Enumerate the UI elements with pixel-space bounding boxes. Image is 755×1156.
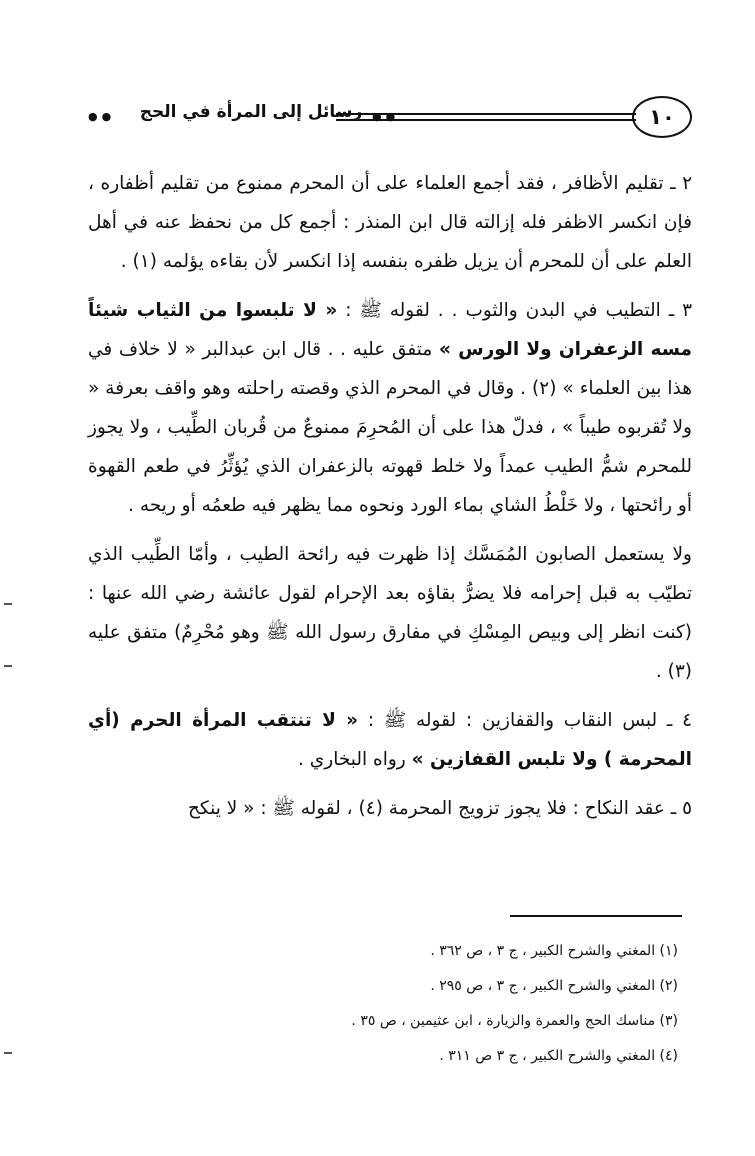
text-segment: ٢ ـ تقليم الأظافر ، فقد أجمع العلماء على أن المحرم ممنوع من تقليم أظفاره ، فإن انكسر الاظفر فله إزالته قال ابن المنذر : أجمع كل من نحفظ عنه في أهل العلم على أن للمحرم أن يزيل ظفره بنفسه إذا انكسر لأن بقاءه يؤلمه (١) .: [88, 173, 692, 272]
running-title: رسائل إلى المرأة في الحج: [139, 102, 363, 122]
margin-mark: [4, 665, 12, 667]
paragraph-item-2: [88, 164, 692, 281]
margin-mark: [4, 603, 12, 605]
header-ornament: ●●: [372, 110, 400, 123]
footnote-1: (١) المغني والشرح الكبير ، ج ٣ ، ص ٣٦٢ .: [430, 943, 678, 959]
paragraph-item-3: [88, 291, 692, 525]
text-segment: متفق عليه . . قال ابن عبدالبر « لا خلاف في هذا بين العلماء » (٢) . وقال في المحرم الذي وقصته راحلته وهو واقف بعرفة « ولا تُقربوه طيباً » ، فدلّ هذا على أن المُحرِمَ ممنوعٌ من قُربان الطِّيب ، ولا يجوز للمحرم شمُّ الطيب عمداً ولا خلط قهوته بالزعفران الذي يُؤثِّرُ في طعم القهوة أو رائحتها ، ولا خَلْطُ الشاي بماء الورد ونحوه مما يظهر فيه طعمُه أو ريحه .: [88, 339, 692, 516]
page-number: ١٠: [632, 96, 692, 138]
header-ornament: ●●: [88, 110, 116, 123]
paragraph-item-5: [88, 789, 692, 828]
text-segment: ٤ ـ لبس النقاب والقفازين : لقوله ﷺ :: [358, 710, 692, 731]
hadith-quote: « لا تلبسوا من الثياب شيئاً مسه الزعفران ولا الورس »: [88, 300, 692, 360]
margin-mark: [4, 1052, 12, 1054]
text-segment: رواه البخاري .: [298, 749, 412, 770]
paragraph-perfumed-soap: [88, 535, 692, 691]
footnote-2: (٢) المغني والشرح الكبير ، ج ٣ ، ص ٢٩٥ .: [430, 978, 678, 994]
hadith-quote: « لا تنتقب المرأة الحرم (أي المحرمة ) ولا تلبس القفازين »: [88, 710, 692, 770]
footnote-4: (٤) المغني والشرح الكبير ، ج ٣ ص ٣١١ .: [439, 1048, 678, 1064]
text-segment: ٥ ـ عقد النكاح : فلا يجوز تزويج المحرمة (٤) ، لقوله ﷺ : « لا ينكح: [187, 798, 692, 819]
footnotes: [88, 934, 678, 1074]
footnote-separator: [510, 915, 682, 917]
paragraph-item-4: [88, 701, 692, 779]
page-header: [88, 96, 692, 140]
footnote-3: (٣) مناسك الحج والعمرة والزيارة ، ابن عثيمين ، ص ٣٥ .: [351, 1013, 678, 1029]
main-text: [88, 164, 692, 838]
text-segment: ٣ ـ التطيب في البدن والثوب . . لقوله ﷺ :: [337, 300, 692, 321]
text-segment: ولا يستعمل الصابون المُمَسَّك إذا ظهرت فيه رائحة الطيب ، وأمّا الطِّيب الذي تطيّب به قبل إحرامه فلا يضرُّ بقاؤه بعد الإحرام لقول عائشة رضي الله عنها : (كنت انظر إلى وبيص المِسْكِ في مفارق رسول الله ﷺ وهو مُحْرِمٌ) متفق عليه (٣) .: [88, 544, 692, 682]
